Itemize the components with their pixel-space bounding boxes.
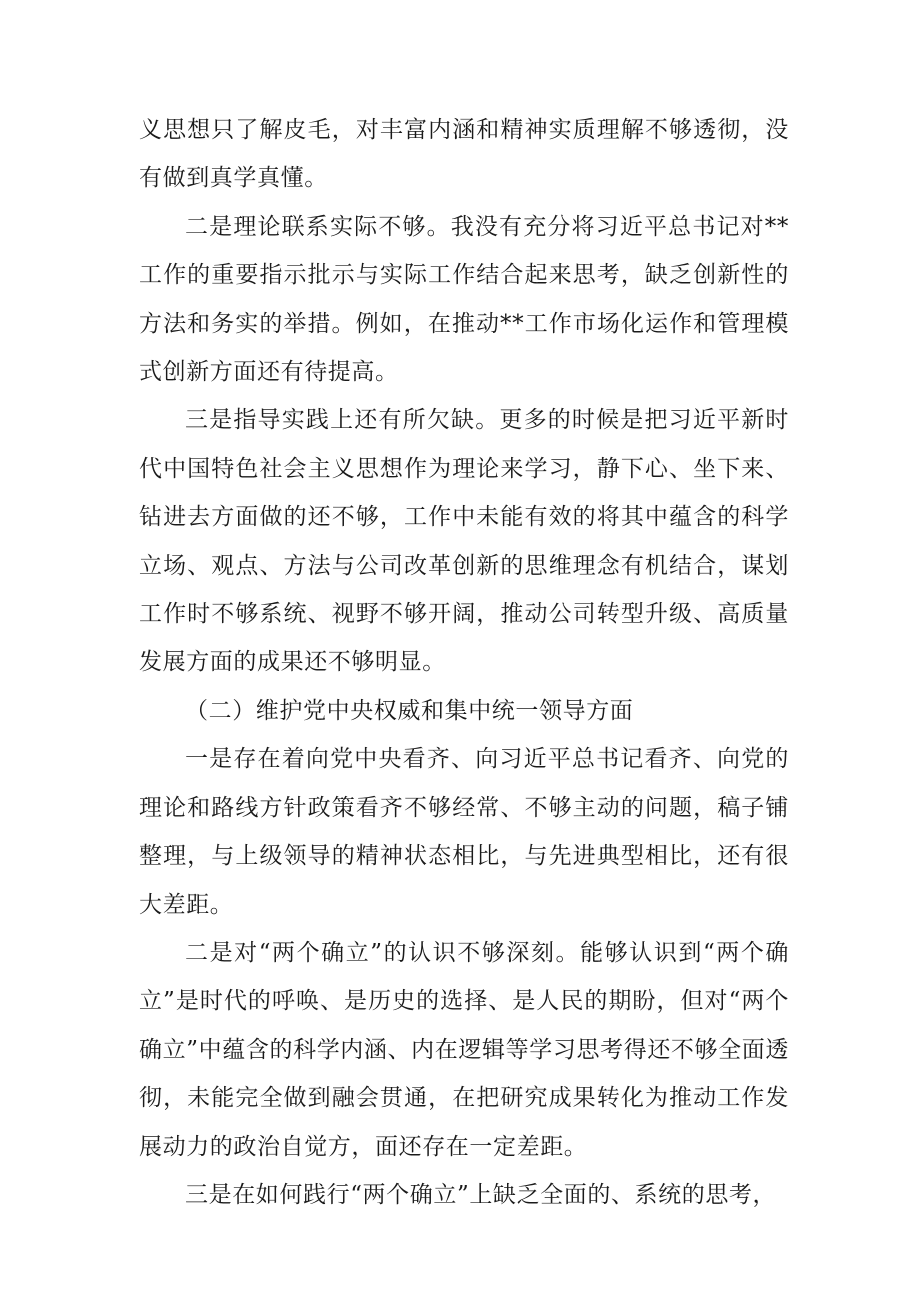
document-body	[139, 106, 789, 1219]
section-heading-two: （二）维护党中央权威和集中统一领导方面	[185, 697, 634, 724]
paragraph-two-establishments: 二是对“两个确立”的认识不够深刻。能够认识到“两个确立”是时代的呼唤、是历史的选择、是人民的期盼，但对“两个确立”中蕴含的科学内涵、内在逻辑等学习思考得还不够全面透彻，未能完全做到融会贯通，在把研究成果转化为推动工作发展动力的政治自觉方，面还存在一定差距。	[139, 939, 789, 1160]
paragraph-guiding-practice: 三是指导实践上还有所欠缺。更多的时候是把习近平新时代中国特色社会主义思想作为理论来学习，静下心、坐下来、钻进去方面做的还不够，工作中未能有效的将其中蕴含的科学立场、观点、方法与公司改革创新的思维理念有机结合，谋划工作时不够系统、视野不够开阔，推动公司转型升级、高质量发展方面的成果还不够明显。	[139, 407, 789, 676]
paragraph-continuation: 义思想只了解皮毛，对丰富内涵和精神实质理解不够透彻，没有做到真学真懂。	[139, 117, 789, 192]
paragraph-practice-two-establishments: 三是在如何践行“两个确立”上缺乏全面的、系统的思考，	[185, 1181, 777, 1208]
paragraph-alignment: 一是存在着向党中央看齐、向习近平总书记看齐、向党的理论和路线方针政策看齐不够经常、不够主动的问题，稿子铺整理，与上级领导的精神状态相比，与先进典型相比，还有很大差距。	[139, 746, 789, 918]
paragraph-theory-practice: 二是理论联系实际不够。我没有充分将习近平总书记对**工作的重要指示批示与实际工作结合起来思考，缺乏创新性的方法和务实的举措。例如，在推动**工作市场化运作和管理模式创新方面还有待提高。	[139, 213, 789, 386]
